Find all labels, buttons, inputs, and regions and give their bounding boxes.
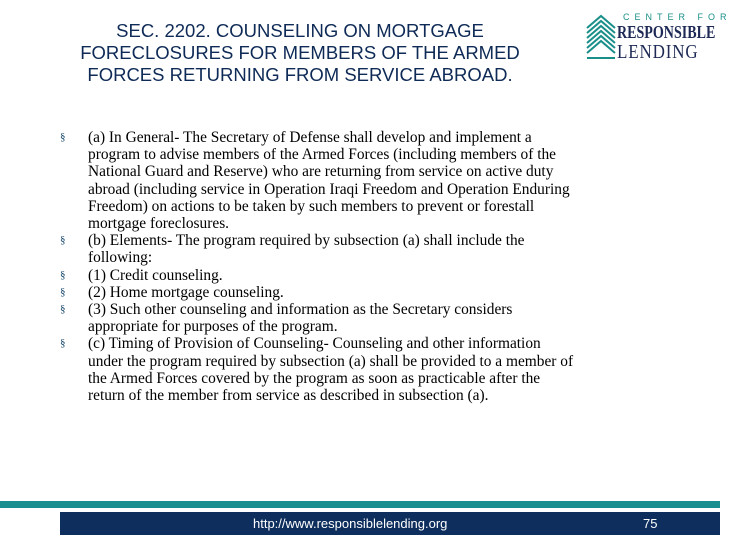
logo-line3: LENDING (617, 41, 699, 63)
bullet-icon: § (60, 234, 66, 247)
bullet-list (60, 129, 680, 404)
footer-bar (60, 512, 720, 535)
list-item (60, 301, 680, 335)
list-item (60, 267, 680, 284)
bullet-icon: § (60, 303, 66, 316)
title-line: FORCES RETURNING FROM SERVICE ABROAD. (87, 64, 513, 85)
item-text-line: Freedom) on actions to be taken by such members to prevent or forestall (88, 197, 535, 215)
bullet-icon: § (60, 285, 66, 298)
item-text-line: the Armed Forces covered by the program as soon as practicable after the (88, 369, 541, 387)
bullet-icon: § (60, 337, 66, 350)
bullet-icon: § (60, 268, 66, 281)
crl-logo (585, 12, 732, 64)
teal-divider (0, 501, 720, 508)
item-text-line: (2) Home mortgage counseling. (88, 283, 284, 301)
item-text-line: (1) Credit counseling. (88, 266, 223, 284)
item-text-line: National Guard and Reserve) who are returning from service on active duty (88, 163, 554, 181)
list-item (60, 129, 680, 232)
list-item (60, 335, 680, 404)
list-item (60, 232, 680, 266)
slide-title (20, 20, 580, 86)
item-text-line: under the program required by subsection (a) shall be provided to a member of (88, 352, 574, 370)
item-text-line: abroad (including service in Operation Iraqi Freedom and Operation Enduring (88, 180, 570, 198)
logo-line1: CENTER FOR (623, 12, 732, 22)
item-text-line: return of the member from service as described in subsection (a). (88, 387, 489, 405)
item-text-line: (c) Timing of Provision of Counseling- Counseling and other information (88, 335, 541, 353)
item-text-line: (b) Elements- The program required by subsection (a) shall include the (88, 232, 525, 250)
footer-url[interactable]: http://www.responsiblelending.org (253, 516, 448, 531)
title-line: FORECLOSURES FOR MEMBERS OF THE ARMED (80, 42, 520, 63)
item-text-line: program to advise members of the Armed Forces (including members of the (88, 146, 557, 164)
page-number: 75 (643, 516, 658, 531)
item-text-line: mortgage foreclosures. (88, 215, 230, 233)
item-text-line: (a) In General- The Secretary of Defense shall develop and implement a (88, 129, 532, 146)
item-text-line: appropriate for purposes of the program. (88, 318, 338, 336)
list-item (60, 284, 680, 301)
logo-line2: RESPONSIBLE (617, 22, 716, 42)
building-icon (585, 12, 617, 60)
item-text-line: following: (88, 249, 153, 267)
title-line: SEC. 2202. COUNSELING ON MORTGAGE (116, 20, 484, 41)
item-text-line: (3) Such other counseling and information as the Secretary considers (88, 301, 513, 319)
bullet-icon: § (60, 131, 66, 143)
